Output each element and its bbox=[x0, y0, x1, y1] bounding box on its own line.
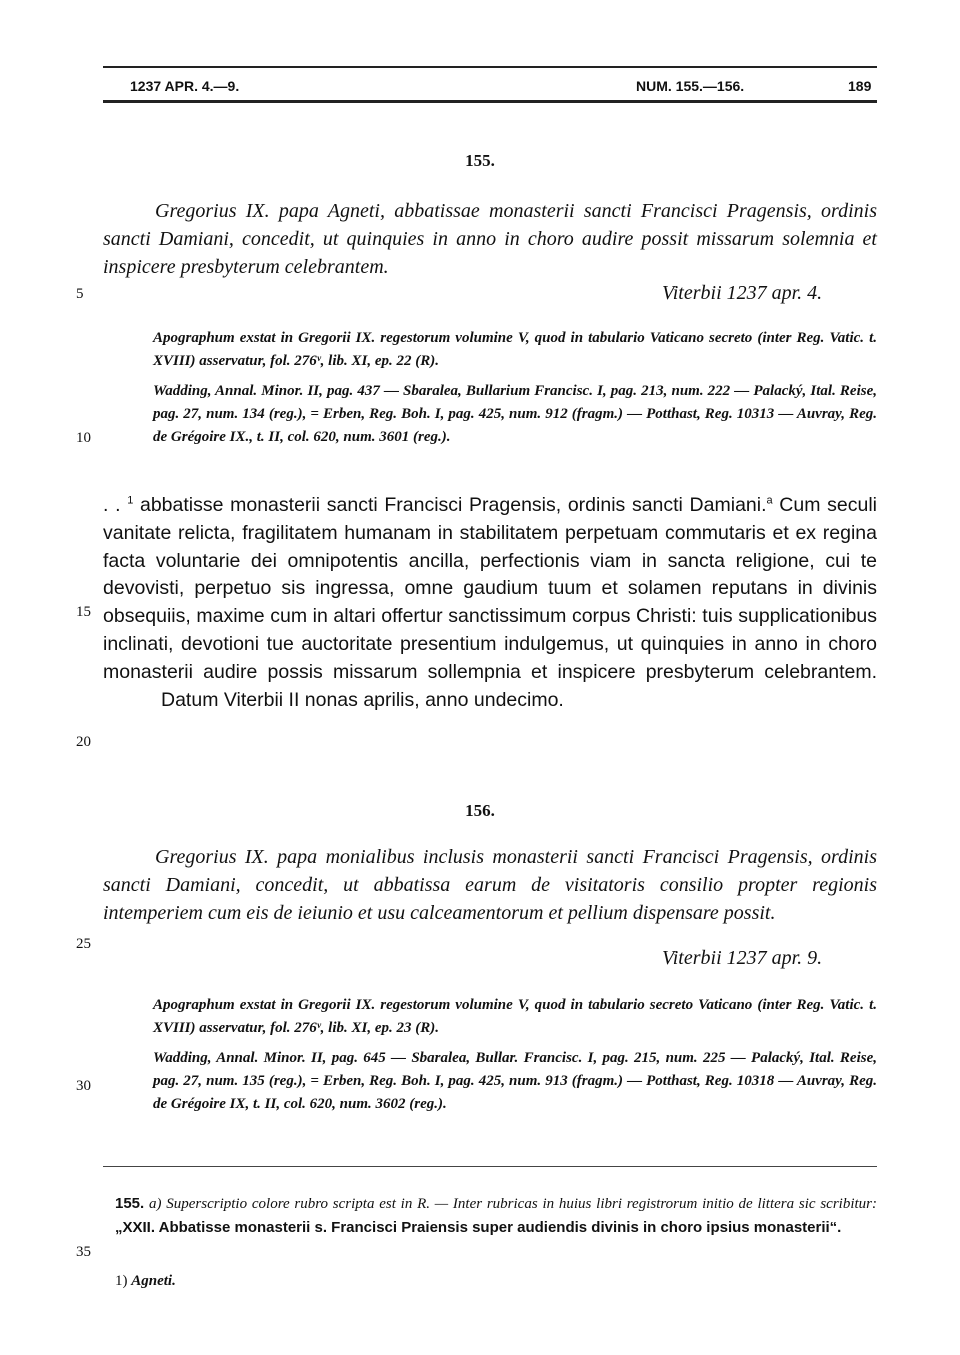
header-top-rule bbox=[103, 66, 877, 68]
doc155-body-datum: Datum Viterbii II nonas aprilis, anno undecimo. bbox=[161, 688, 564, 711]
doc155-number: 155. bbox=[465, 151, 495, 170]
footnote-a bbox=[115, 1192, 877, 1240]
line-number-15: 15 bbox=[76, 604, 91, 620]
doc155-body-address: abbatisse monasterii sancti Francisci Pragensis, ordinis sancti Damiani. bbox=[133, 494, 767, 516]
line-number-25: 25 bbox=[76, 936, 91, 952]
footnote-1-text: Agneti. bbox=[131, 1273, 176, 1289]
footnote-a-ref: 155. bbox=[115, 1195, 145, 1212]
footnote-1 bbox=[115, 1270, 877, 1293]
footnote-a-quote: „XXII. Abbatisse monasterii s. Francisci Praiensis super audiendis divinis in choro ipsius monasterii“. bbox=[115, 1219, 842, 1236]
doc155-body-ellipsis: . . bbox=[103, 494, 128, 516]
doc156-summary-text: Gregorius IX. papa monialibus inclusis monasterii sancti Francisci Pragensis, ordinis sancti Damiani, concedit, ut abbatissa earum de visitatoris consilio propter regionis intemperiem cum eis de ieiunio et usu calceamentorum et pellium dispensare possit. bbox=[103, 846, 877, 924]
footnote-a-mark: a) bbox=[148, 1196, 162, 1212]
line-number-35: 35 bbox=[76, 1244, 91, 1260]
doc155-note-editions: Wadding, Annal. Minor. II, pag. 437 — Sbaralea, Bullarium Francisc. I, pag. 213, num. 222 — Palacký, Ital. Reise, pag. 27, num. 134 (reg.), = Erben, Reg. Boh. I, pag. 425, num. 912 (fragm.) — Potthast, Reg. 10313 — Auvray, Reg. de Grégoire IX., t. II, col. 620, num. 3601 (reg.). bbox=[153, 383, 877, 445]
doc156-date: Viterbii 1237 apr. 9. bbox=[662, 947, 823, 969]
doc156-note-apographum: Apographum exstat in Gregorii IX. regestorum volumine V, quod in tabulario secreto Vaticano (inter Reg. Vatic. t. XVIII) asservatur, fol. 276ᵛ, lib. XI, ep. 23 (R). bbox=[153, 997, 877, 1036]
running-head-center: NUM. 155.—156. bbox=[636, 78, 745, 94]
doc155-summary bbox=[103, 197, 877, 281]
line-number-5: 5 bbox=[76, 286, 84, 302]
doc156-summary bbox=[103, 843, 877, 927]
footnote-1-mark: 1) bbox=[115, 1273, 128, 1289]
page-number: 189 bbox=[848, 78, 872, 94]
doc156-note-editions: Wadding, Annal. Minor. II, pag. 645 — Sbaralea, Bullar. Francisc. I, pag. 215, num. 225 — Palacký, Ital. Reise, pag. 27, num. 135 (reg.), = Erben, Reg. Boh. I, pag. 425, num. 913 (fragm.) — Potthast, Reg. 10318 — Auvray, Reg. de Grégoire IX, t. II, col. 620, num. 3602 (reg.). bbox=[153, 1050, 877, 1112]
footnote-ref-1[interactable]: 1 bbox=[127, 494, 134, 507]
doc155-date: Viterbii 1237 apr. 4. bbox=[662, 282, 823, 304]
footnote-a-text: Superscriptio colore rubro scripta est in R. — Inter rubricas in huius libri registrorum initio de littera sic scribitur: bbox=[166, 1196, 878, 1212]
doc155-summary-text: Gregorius IX. papa Agneti, abbatissae monasterii sancti Francisci Pragensis, ordinis sancti Damiani, concedit, ut quinquies in anno in choro audire possit missarum solemnia et inspicere presbyterum celebrantem. bbox=[103, 200, 877, 278]
doc156-number: 156. bbox=[465, 801, 495, 820]
footnote-ref-a[interactable]: a bbox=[766, 494, 773, 507]
header-bottom-rule bbox=[103, 100, 877, 103]
doc155-body bbox=[103, 492, 877, 714]
line-number-20: 20 bbox=[76, 734, 91, 750]
doc155-note-apographum: Apographum exstat in Gregorii IX. regestorum volumine V, quod in tabulario Vaticano secreto (inter Reg. Vatic. t. XVIII) asservatur, fol. 276ᵛ, lib. XI, ep. 22 (R). bbox=[153, 330, 877, 369]
doc155-body-text: Cum seculi vanitate relicta, fragilitatem humanam in stabilitatem perpetuam commutaris et ex regina facta voluntarie dei omnipotentis ancilla, perfectionis viam in sancta religione, cui te devovisti, perpetuo sis ingressa, omne gaudium tuum et solamen reputans in divinis obsequiis, maxime cum in altari offertur sanctissimum corpus Christi: tuis supplicationibus inclinati, devotioni tue auctoritate presentium indulgemus, ut quinquies in anno in choro monasterii audire possis missarum sollempnia et inspicere presbyterum celebrantem. bbox=[103, 494, 878, 683]
line-number-10: 10 bbox=[76, 430, 91, 446]
footnote-rule bbox=[103, 1166, 877, 1167]
line-number-30: 30 bbox=[76, 1078, 91, 1094]
running-head-left: 1237 APR. 4.—9. bbox=[130, 78, 240, 94]
